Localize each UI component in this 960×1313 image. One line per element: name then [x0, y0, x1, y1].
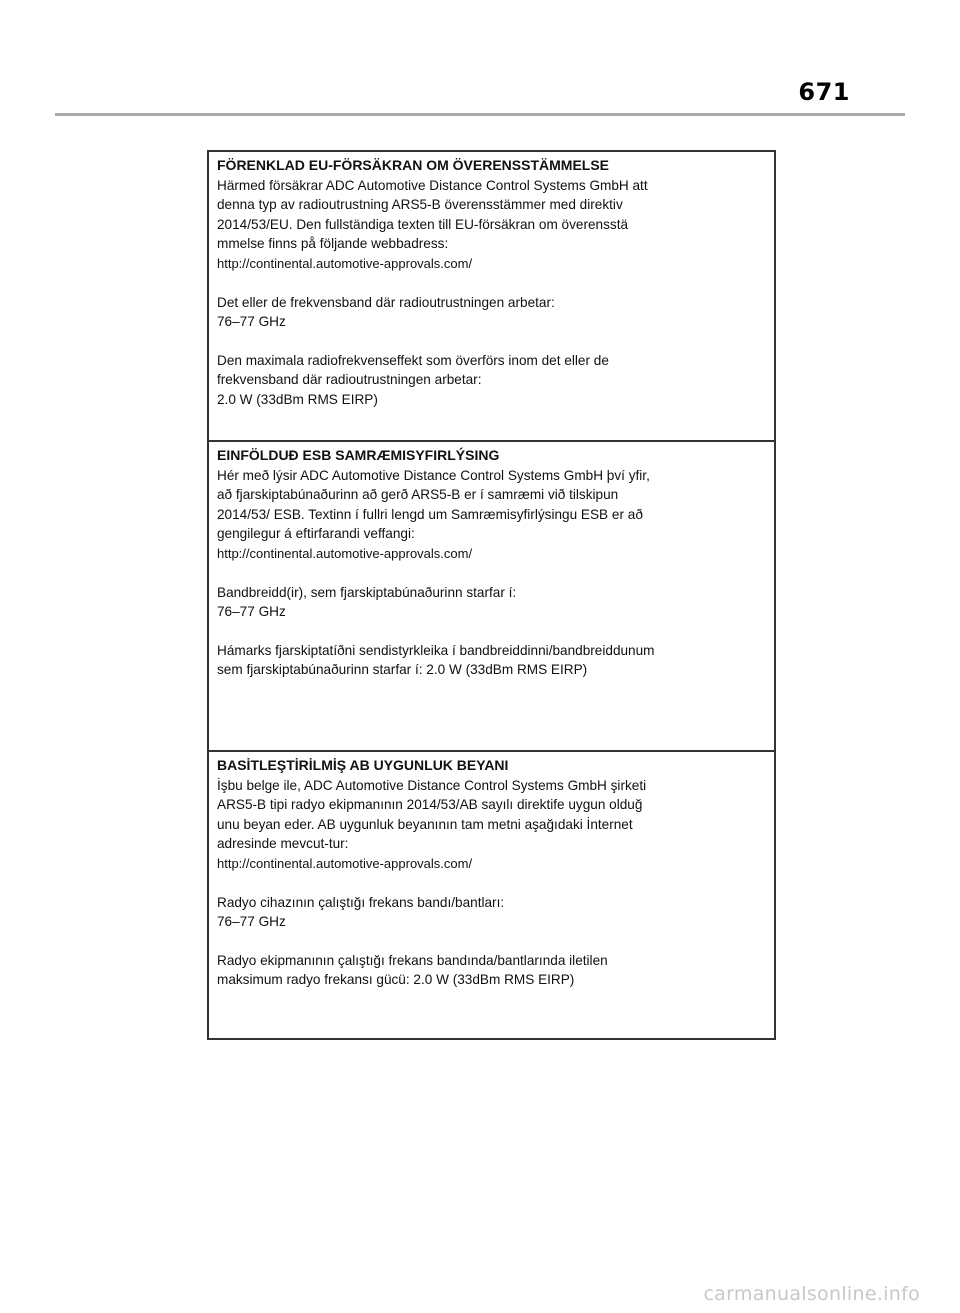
spacer [217, 932, 766, 951]
header-divider [55, 113, 905, 116]
power-line: Den maximala radiofrekvenseffekt som överförs inom det eller de [217, 352, 609, 368]
intro-line: að fjarskiptabúnaðurinn að gerð ARS5-B er í samræmi við tilskipun [217, 487, 619, 503]
intro-line: 2014/53/ ESB. Textinn í fullri lengd um Samræmisyfirlýsingu ESB er að [217, 506, 643, 522]
intro-line: ARS5-B tipi radyo ekipmanının 2014/53/AB sayılı direktife uygun olduğ [217, 797, 643, 813]
intro-line: İşbu belge ile, ADC Automotive Distance Control Systems GmbH şirketi [217, 777, 647, 793]
declaration-section-icelandic [209, 440, 774, 750]
frequency-band-value: 76–77 GHz [217, 314, 286, 330]
spacer [217, 874, 766, 893]
approval-url: http://continental.automotive-approvals.com/ [217, 855, 473, 871]
intro-line: Hér með lýsir ADC Automotive Distance Control Systems GmbH því yfir, [217, 467, 650, 483]
declaration-section-swedish [209, 152, 774, 440]
spacer [217, 332, 766, 351]
section-title: FÖRENKLAD EU-FÖRSÄKRAN OM ÖVERENSSTÄMMELSE [217, 157, 610, 173]
power-line: Hámarks fjarskiptatíðni sendistyrkleika í bandbreiddinni/bandbreiddunum [217, 642, 655, 658]
power-line: frekvensband där radioutrustningen arbetar: [217, 372, 482, 388]
intro-line: gengilegur á eftirfarandi veffangi: [217, 526, 415, 542]
declaration-section-turkish [209, 750, 774, 1040]
power-line: maksimum radyo frekansı gücü: 2.0 W (33dBm RMS EIRP) [217, 972, 575, 988]
section-title: EINFÖLDUÐ ESB SAMRÆMISYFIRLÝSING [217, 447, 500, 463]
spacer [217, 622, 766, 641]
spacer [217, 564, 766, 583]
site-watermark: carmanualsonline.info [703, 1283, 920, 1305]
frequency-band-value: 76–77 GHz [217, 604, 286, 620]
section-title: BASİTLEŞTİRİLMİŞ AB UYGUNLUK BEYANI [217, 757, 509, 773]
power-line: 2.0 W (33dBm RMS EIRP) [217, 391, 378, 407]
spacer [217, 274, 766, 293]
intro-line: 2014/53/EU. Den fullständiga texten till EU-försäkran om överensstä [217, 216, 629, 232]
intro-line: Härmed försäkrar ADC Automotive Distance Control Systems GmbH att [217, 177, 648, 193]
intro-line: mmelse finns på följande webbadress: [217, 236, 449, 252]
frequency-band-label: Radyo cihazının çalıştığı frekans bandı/bantları: [217, 894, 505, 910]
intro-line: denna typ av radioutrustning ARS5-B överensstämmer med direktiv [217, 197, 623, 213]
approval-url: http://continental.automotive-approvals.com/ [217, 545, 473, 561]
power-line: sem fjarskiptabúnaðurinn starfar í: 2.0 W (33dBm RMS EIRP) [217, 662, 588, 678]
frequency-band-label: Bandbreidd(ir), sem fjarskiptabúnaðurinn starfar í: [217, 584, 517, 600]
intro-line: unu beyan eder. AB uygunluk beyanının tam metni aşağıdaki İnternet [217, 816, 633, 832]
power-line: Radyo ekipmanının çalıştığı frekans bandında/bantlarında iletilen [217, 952, 608, 968]
declaration-box [207, 150, 776, 1040]
page-number: 671 [798, 78, 850, 106]
frequency-band-label: Det eller de frekvensband där radioutrustningen arbetar: [217, 294, 555, 310]
frequency-band-value: 76–77 GHz [217, 914, 286, 930]
intro-line: adresinde mevcut-tur: [217, 836, 349, 852]
approval-url: http://continental.automotive-approvals.com/ [217, 255, 473, 271]
